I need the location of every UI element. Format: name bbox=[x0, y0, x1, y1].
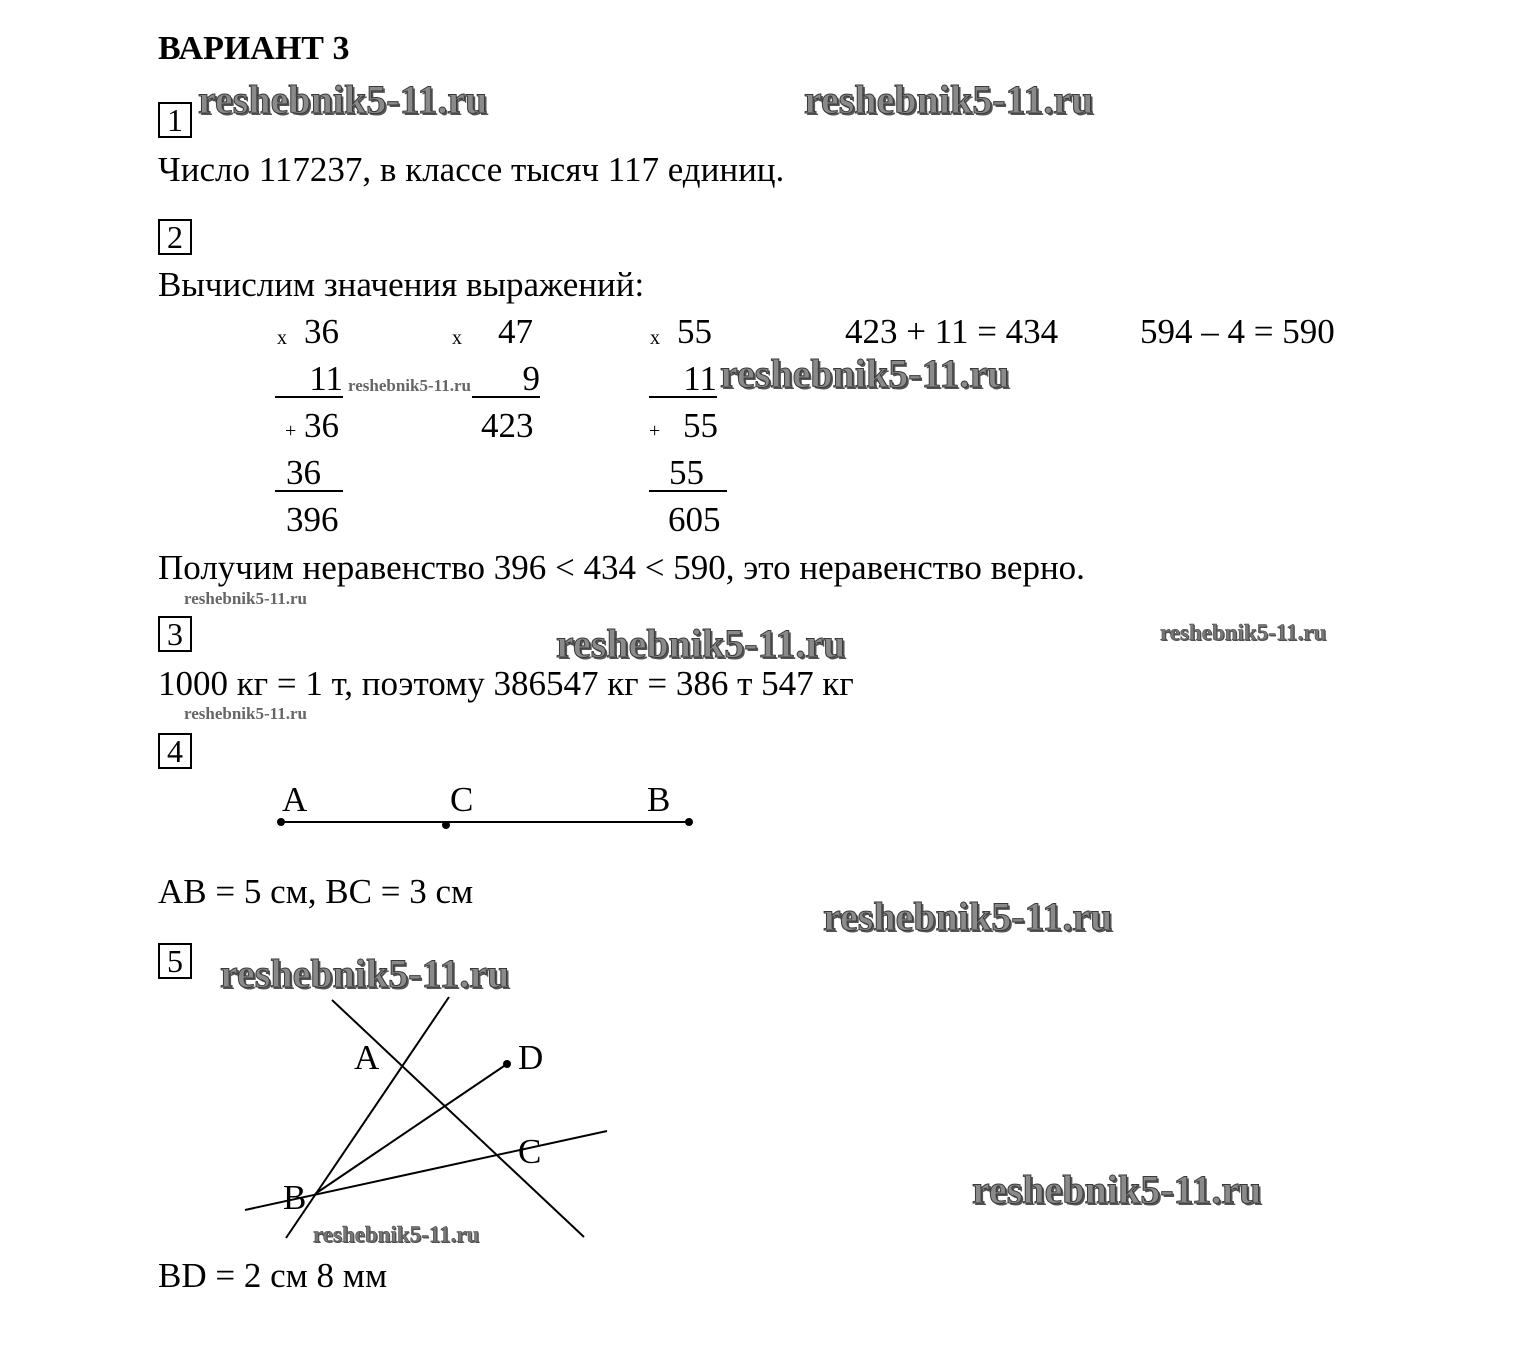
point-label-a: A bbox=[282, 780, 308, 819]
task-number: 5 bbox=[158, 943, 192, 979]
multiply-sign: x bbox=[650, 327, 660, 349]
point-b bbox=[685, 818, 693, 826]
watermark: reshebnik5-11.ru bbox=[972, 1167, 1262, 1212]
product: 605 bbox=[668, 500, 721, 539]
multiply-sign: x bbox=[452, 327, 462, 349]
factor: 55 bbox=[677, 312, 712, 351]
factor: 36 bbox=[304, 312, 339, 351]
watermark: reshebnik5-11.ru bbox=[198, 77, 488, 122]
watermark: reshebnik5-11.ru bbox=[720, 351, 1010, 396]
watermark: reshebnik5-11.ru bbox=[313, 1222, 480, 1247]
ray-bc bbox=[245, 1131, 607, 1210]
watermark: reshebnik5-11.ru bbox=[1160, 620, 1327, 645]
partial-product: 36 bbox=[304, 406, 339, 445]
point-d bbox=[503, 1060, 511, 1068]
task1-text: Число 117237, в классе тысяч 117 единиц. bbox=[158, 150, 785, 189]
factor: 47 bbox=[498, 312, 533, 351]
watermark: reshebnik5-11.ru bbox=[823, 894, 1113, 939]
segment-ab bbox=[277, 818, 693, 829]
watermark: reshebnik5-11.ru bbox=[556, 621, 846, 666]
product: 396 bbox=[286, 500, 339, 539]
factor: 9 bbox=[472, 361, 540, 398]
watermark: reshebnik5-11.ru bbox=[184, 704, 307, 723]
watermark: reshebnik5-11.ru bbox=[220, 951, 510, 996]
point-label-b: B bbox=[283, 1178, 307, 1217]
watermark: reshebnik5-11.ru bbox=[804, 77, 1094, 122]
point-label-b: B bbox=[647, 780, 671, 819]
point-label-a: A bbox=[354, 1038, 380, 1077]
task-number: 4 bbox=[158, 733, 192, 769]
task5-figure bbox=[245, 997, 607, 1238]
product: 423 bbox=[481, 406, 534, 445]
expression: 594 – 4 = 590 bbox=[1140, 312, 1335, 351]
page-title: ВАРИАНТ 3 bbox=[158, 30, 350, 67]
point-label-c: C bbox=[450, 780, 474, 819]
factor: 11 bbox=[649, 361, 717, 398]
point-c bbox=[442, 821, 450, 829]
plus-sign: + bbox=[649, 420, 661, 442]
point-a bbox=[277, 818, 285, 826]
expression: 423 + 11 = 434 bbox=[845, 312, 1059, 351]
point-label-d: D bbox=[518, 1038, 544, 1077]
watermark: reshebnik5-11.ru bbox=[348, 376, 471, 395]
task2-intro: Вычислим значения выражений: bbox=[158, 265, 645, 304]
watermark: reshebnik5-11.ru bbox=[184, 589, 307, 608]
task-number: 1 bbox=[158, 102, 192, 138]
multiply-sign: x bbox=[277, 327, 287, 349]
task3-text: 1000 кг = 1 т, поэтому 386547 кг = 386 т 547 кг bbox=[158, 664, 854, 703]
partial-product: 36 bbox=[275, 455, 343, 492]
task4-answer: AB = 5 см, BC = 3 см bbox=[158, 872, 474, 911]
partial-product: 55 bbox=[649, 455, 727, 492]
task-number: 3 bbox=[158, 616, 192, 652]
task5-answer: BD = 2 см 8 мм bbox=[158, 1256, 388, 1295]
point-label-c: C bbox=[518, 1132, 542, 1171]
task-number: 2 bbox=[158, 219, 192, 255]
line-through-a-c bbox=[332, 1000, 584, 1237]
factor: 11 bbox=[275, 361, 343, 398]
task2-conclusion: Получим неравенство 396 < 434 < 590, это неравенство верно. bbox=[158, 548, 1085, 587]
partial-product: 55 bbox=[683, 406, 718, 445]
plus-sign: + bbox=[285, 420, 297, 442]
